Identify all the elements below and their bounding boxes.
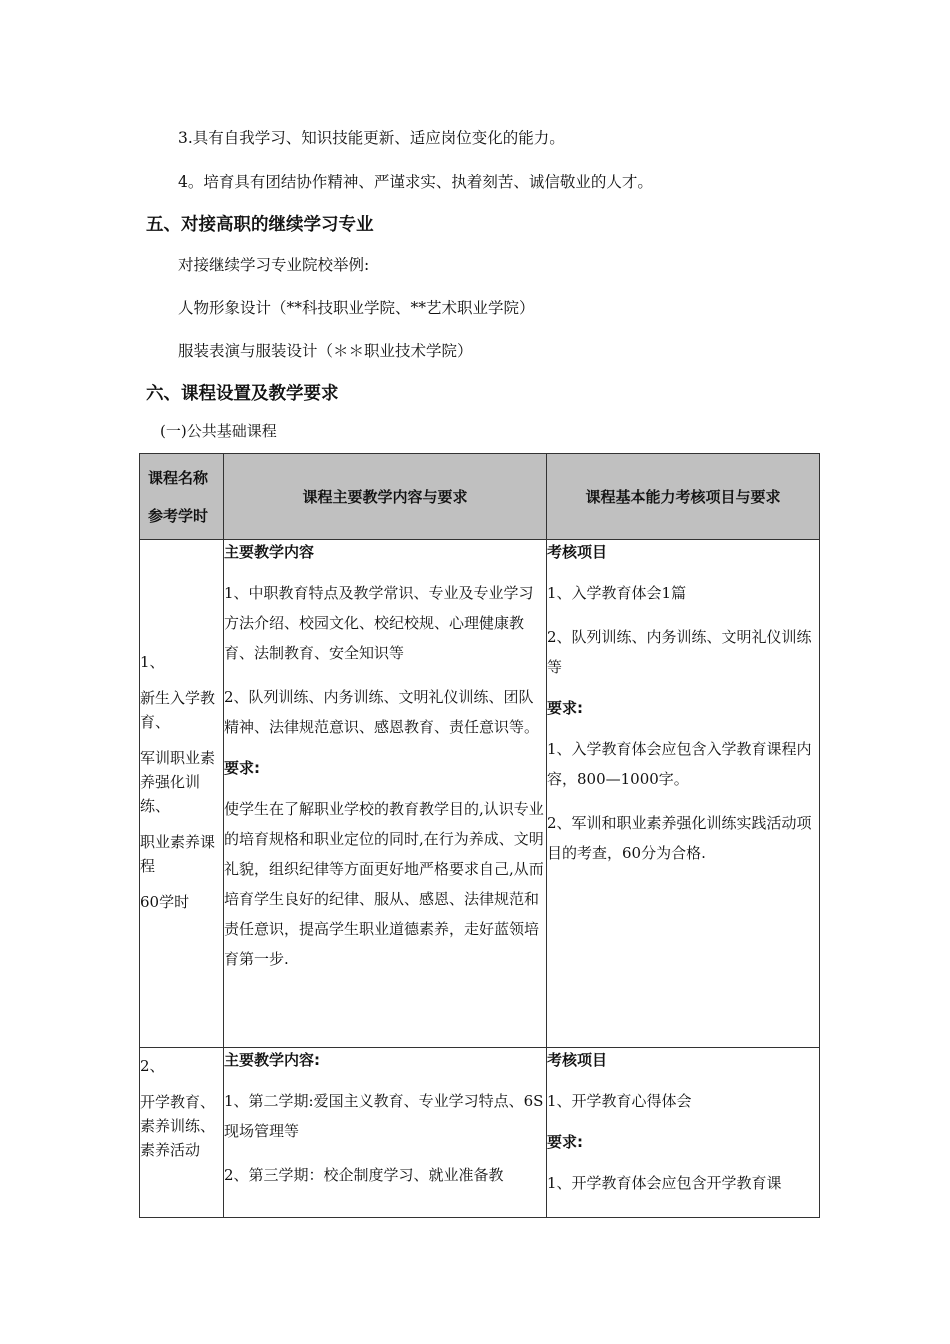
row1-course-cell (140, 540, 224, 1048)
row2-content-title: 主要教学内容: (224, 1051, 320, 1069)
row1-content-req-title: 要求: (224, 759, 260, 777)
row1-number: 1、 (140, 653, 165, 671)
row1-content-item: 2、队列训练、内务训练、文明礼仪训练、团队精神、法律规范意识、感恩教育、责任意识等。 (224, 688, 540, 736)
row1-content-item: 1、中职教育特点及教学常识、专业及专业学习方法介绍、校园文化、校纪校规、心理健康教育、法制教育、安全知识等 (224, 584, 534, 662)
table-row (140, 1048, 820, 1218)
section5-intro: 对接继续学习专业院校举例: (178, 256, 370, 274)
row1-course-part: 军训职业素养强化训练、 (140, 749, 216, 815)
header-course-name (140, 454, 224, 540)
row2-exam-item: 1、开学教育心得体会 (547, 1092, 692, 1110)
row1-exam-item: 2、队列训练、内务训练、文明礼仪训练等 (547, 628, 812, 676)
paragraph-item-4: 4。培育具有团结协作精神、严谨求实、执着刻苦、诚信敬业的人才。 (178, 173, 653, 191)
header-assessment: 课程基本能力考核项目与要求 (547, 454, 820, 540)
row1-exam-item: 1、入学教育体会1篇 (547, 584, 687, 602)
row2-content-item: 2、第三学期：校企制度学习、就业准备教 (224, 1166, 504, 1184)
header-content: 课程主要教学内容与要求 (224, 454, 547, 540)
table-header-row (140, 454, 820, 540)
section5-item-2: 服装表演与服装设计（＊＊职业技术学院） (178, 342, 473, 360)
table-row (140, 540, 820, 1048)
row1-exam-cell (547, 540, 820, 1048)
row1-exam-req-item: 2、军训和职业素养强化训练实践活动项目的考查，60分为合格. (547, 814, 812, 862)
row2-exam-title: 考核项目 (547, 1051, 608, 1069)
header-hours-label: 参考学时 (148, 506, 209, 525)
row1-exam-req-title: 要求: (547, 699, 583, 717)
row2-number: 2、 (140, 1057, 165, 1075)
row2-exam-cell (547, 1048, 820, 1218)
section6-subheading: (一)公共基础课程 (160, 422, 277, 440)
section5-item-1: 人物形象设计（**科技职业学院、**艺术职业学院） (178, 299, 535, 317)
section-heading-6: 六、课程设置及教学要求 (146, 384, 339, 404)
course-table (139, 453, 820, 1218)
row1-content-title: 主要教学内容 (224, 543, 315, 561)
row2-content-item: 1、第二学期:爱国主义教育、专业学习特点、6S现场管理等 (224, 1092, 544, 1140)
row2-content-cell (224, 1048, 547, 1218)
row2-course-cell (140, 1048, 224, 1218)
row1-course-part: 职业素养课程 (140, 833, 216, 875)
paragraph-item-3: 3.具有自我学习、知识技能更新、适应岗位变化的能力。 (178, 129, 565, 147)
row1-exam-title: 考核项目 (547, 543, 608, 561)
row2-course-part: 开学教育、素养训练、素养活动 (140, 1093, 216, 1159)
section-heading-5: 五、对接高职的继续学习专业 (146, 215, 374, 235)
row1-course-part: 新生入学教育、 (140, 689, 216, 731)
row1-hours: 60学时 (140, 893, 190, 911)
header-course-name-label: 课程名称 (148, 468, 209, 487)
row1-content-req: 使学生在了解职业学校的教育教学目的,认识专业的培育规格和职业定位的同时,在行为养成、文明礼貌，组织纪律等方面更好地严格要求自己,从而培育学生良好的纪律、服从、感恩、法律规范和责任意识，提高学生职业道德素养，走好蓝领培育第一步. (224, 800, 544, 968)
row2-exam-req-item: 1、开学教育体会应包含开学教育课 (547, 1174, 782, 1192)
row1-exam-req-item: 1、入学教育体会应包含入学教育课程内容，800—1000字。 (547, 740, 812, 788)
row2-exam-req-title: 要求: (547, 1133, 583, 1151)
row1-content-cell (224, 540, 547, 1048)
